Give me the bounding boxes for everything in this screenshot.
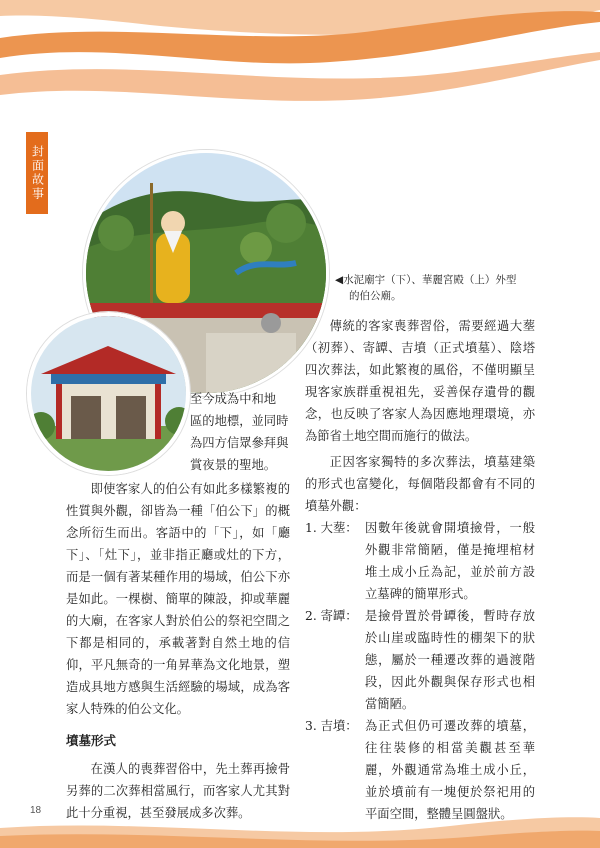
list-item-number: 2. 寄罈： xyxy=(305,609,358,623)
wrap-line-3: 為四方信眾參拜與 xyxy=(190,436,289,450)
list-item-text: 是撿骨置於骨罈後，暫時存放於山崖或臨時性的棚架下的狀態，屬於一種遷改葬的過渡階段，因此外觀與保存形式也相當簡陋。 xyxy=(365,609,535,711)
photo-caption xyxy=(335,272,585,304)
page-number: 18 xyxy=(30,805,42,816)
section-tab-label: 封面故事 xyxy=(30,145,45,201)
header-swoosh-decoration xyxy=(0,0,600,120)
caption-line-2: 的伯公廟。 xyxy=(349,290,402,302)
wrap-line-4: 賞夜景的聖地。 xyxy=(190,458,277,472)
section-tab xyxy=(26,132,48,214)
list-item-text: 為正式但仍可遷改葬的墳墓，往往裝修的相當美觀甚至華麗，外觀通常為堆土成小丘，並於墳前有一塊便於祭祀用的平面空間，整體呈圓盤狀。 xyxy=(365,719,535,821)
body-paragraph: 正因客家獨特的多次葬法，墳墓建築的形式也富變化，每個階段都會有不同的墳墓外觀： xyxy=(305,455,535,513)
body-paragraph: 即使客家人的伯公有如此多樣繁複的性質與外觀，卻皆為一種「伯公下」的概念所衍生而出。客語中的「下」，如「廳下」、「灶下」，並非指正廳或灶的下方，而是一個有著某種作用的場域，伯公下亦是如此。一棵樹、簡單的陳設，抑或華麗的大廟，在客家人對於伯公的祭祀空間之下都是相同的，承載著對自然土地的信仰，平凡無奇的一角昇華為文化地景，塑造成具地方感與生活經驗的場域，成為客家人特殊的伯公文化。 xyxy=(66,482,290,716)
caption-line-1: ◀水泥廟宇（下）、華麗宮殿（上）外型 xyxy=(335,274,517,286)
right-text-column xyxy=(305,315,535,825)
left-text-column xyxy=(66,388,290,824)
list-item-number: 3. 吉墳： xyxy=(305,719,358,733)
footer-swoosh-decoration xyxy=(0,788,600,848)
wrap-line-1: 至今成為中和地 xyxy=(190,392,277,406)
list-item xyxy=(305,605,535,715)
list-item-text: 因數年後就會開墳撿骨，一般外觀非常簡陋，僅是掩埋棺材堆土成小丘為記，並於前方設立墓碑的簡單形式。 xyxy=(365,521,535,601)
body-paragraph: 傳統的客家喪葬習俗，需要經過大塟（初葬）、寄罈、吉墳（正式墳墓）、陰塔四次葬法，如此繁複的風俗，不僅明顯呈現客家族群重視祖先，妥善保存遺骨的觀念，也反映了客家人為因應地理環境，亦為節省土地空間而施行的做法。 xyxy=(305,319,535,443)
wrap-line-2: 區的地標，並同時 xyxy=(190,414,289,428)
list-item xyxy=(305,517,535,605)
section-heading: 墳墓形式 xyxy=(66,733,117,748)
list-item-number: 1. 大塟： xyxy=(305,521,358,535)
body-paragraph: 在漢人的喪葬習俗中，先土葬再撿骨另葬的二次葬相當風行，而客家人尤其對此十分重視，甚至發展成多次葬。 xyxy=(66,762,290,820)
